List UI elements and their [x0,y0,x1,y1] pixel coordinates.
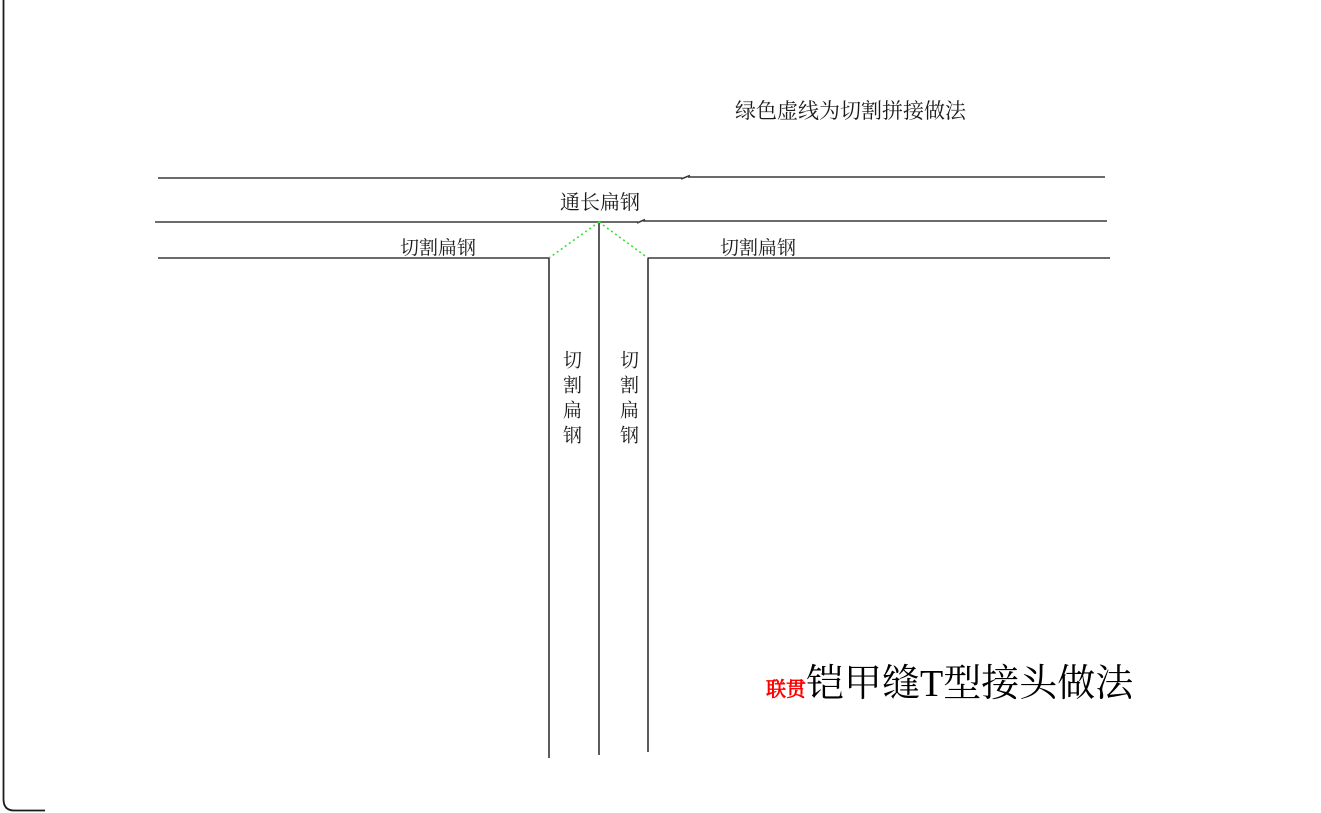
drawing-title-text: 铠甲缝T型接头做法 [806,663,1134,705]
watermark-text: 联贯 [766,679,806,701]
cut-steel-vertical-left-label: 切割扁钢 [560,350,581,450]
cut-steel-left-label: 切割扁钢 [400,238,477,259]
drawing-title [766,652,1133,707]
full-length-steel-label: 通长扁钢 [560,192,640,214]
green-dashed-note: 绿色虚线为切割拼接做法 [735,99,966,123]
green-cut-line-right [599,222,648,258]
page-border-line [4,0,46,811]
cut-steel-vertical-right-label: 切割扁钢 [617,350,638,450]
cut-steel-right-label: 切割扁钢 [720,238,797,259]
green-cut-line-left [549,222,599,258]
